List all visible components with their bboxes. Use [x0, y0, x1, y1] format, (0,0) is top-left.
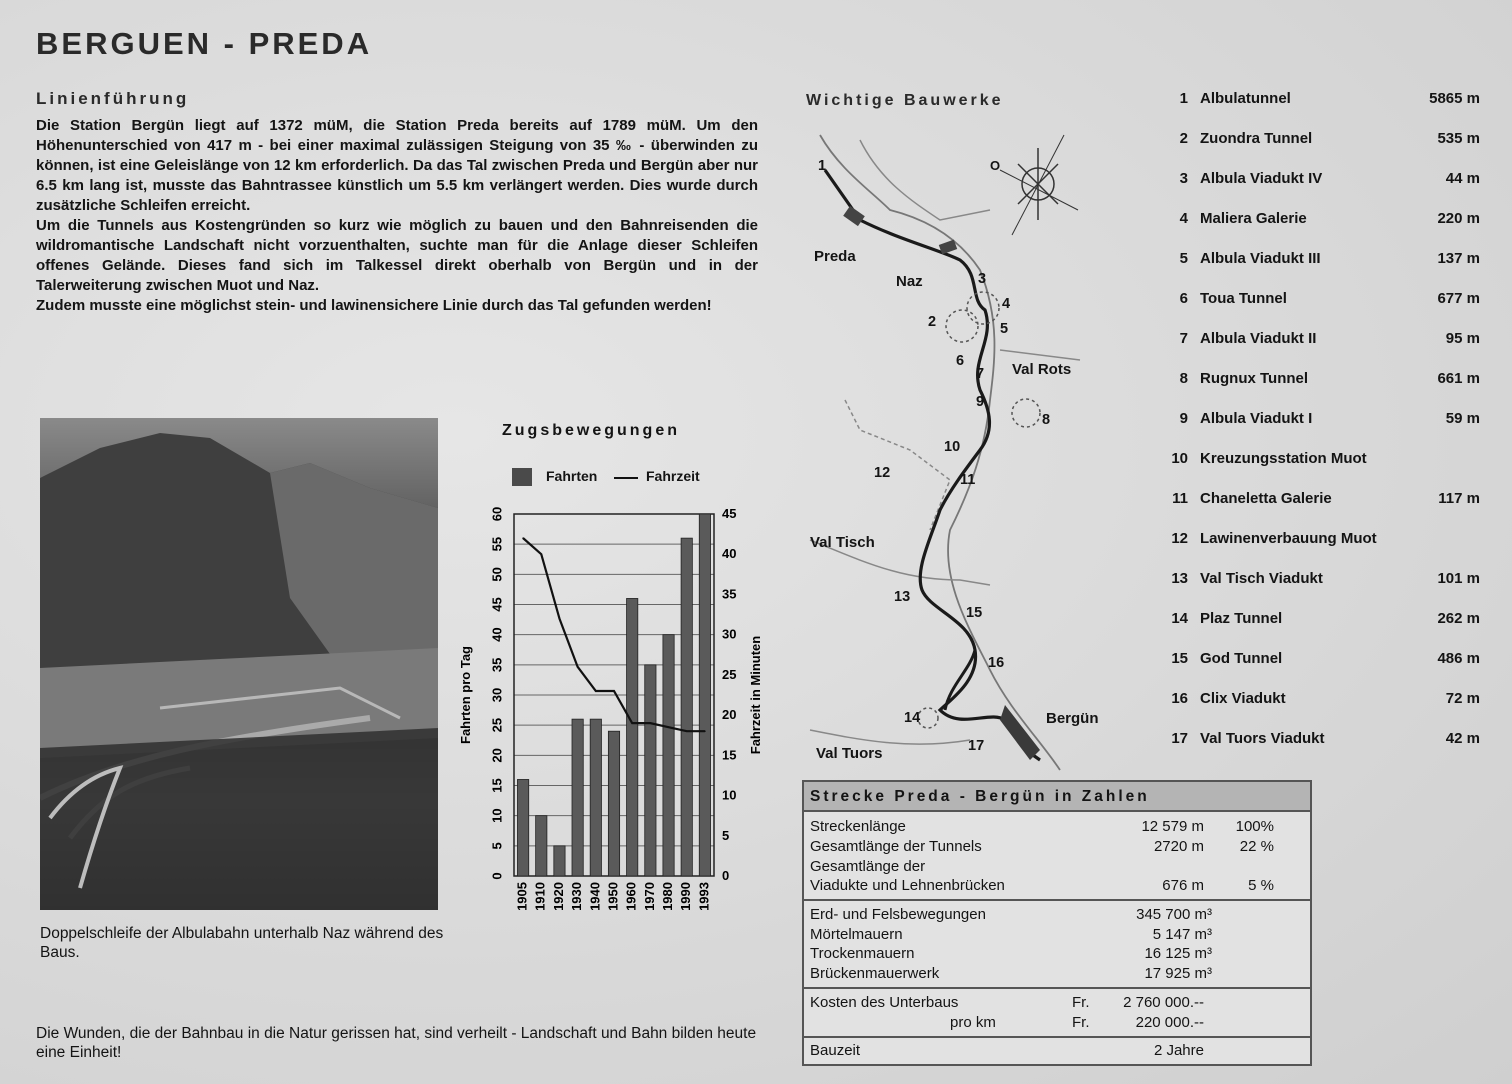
- structure-number: 8: [1179, 370, 1188, 387]
- structure-row: [1158, 730, 1488, 750]
- stats-value: 16 125 m³: [1144, 945, 1212, 962]
- stats-value: 12 579 m: [1141, 818, 1204, 835]
- structure-name: Val Tuors Viadukt: [1200, 730, 1325, 747]
- x-tick-label: 1930: [569, 882, 585, 911]
- stats-label: Streckenlänge: [810, 818, 906, 835]
- structure-name: Albula Viadukt III: [1200, 250, 1321, 267]
- cost-currency: Fr.: [1072, 994, 1090, 1011]
- bar-1980: [663, 635, 674, 876]
- structure-name: Chaneletta Galerie: [1200, 490, 1332, 507]
- structure-number: 6: [1179, 290, 1188, 307]
- y2-tick-label: 5: [722, 827, 730, 843]
- x-tick-label: 1920: [550, 882, 566, 911]
- structure-row: [1158, 410, 1488, 430]
- fahrzeit-point-1910: [540, 553, 542, 555]
- structure-number: 11: [1172, 490, 1188, 507]
- map-marker: 5: [1000, 321, 1009, 337]
- map-marker: 9: [976, 394, 985, 410]
- structure-row: [1158, 570, 1488, 590]
- structure-row: [1158, 490, 1488, 510]
- structure-name: Clix Viadukt: [1200, 690, 1286, 707]
- structure-row: [1158, 370, 1488, 390]
- stats-percent: 100%: [1235, 818, 1274, 835]
- fahrzeit-point-1920: [559, 618, 561, 620]
- y2-tick-label: 10: [722, 787, 737, 803]
- y-tick-label: 40: [489, 627, 505, 642]
- structure-name: Lawinenverbauung Muot: [1200, 530, 1377, 547]
- route-description: [36, 116, 758, 316]
- legend-swatch-bar: [512, 468, 532, 486]
- y-tick-label: 35: [489, 657, 505, 673]
- y2-tick-label: 20: [722, 707, 737, 723]
- x-tick-label: 1980: [659, 882, 675, 911]
- stats-label: Trockenmauern: [810, 945, 915, 962]
- structure-row: [1158, 450, 1488, 470]
- stats-divider: [804, 987, 1310, 989]
- stats-divider: [804, 899, 1310, 901]
- y2-tick-label: 45: [722, 506, 737, 521]
- stats-value: 345 700 m³: [1136, 906, 1212, 923]
- y-tick-label: 10: [489, 808, 505, 823]
- cost-value-per-km: 220 000.--: [1135, 1014, 1204, 1031]
- map-place-bergun: Bergün: [1046, 710, 1099, 727]
- y-tick-label: 15: [489, 778, 505, 793]
- y2-tick-label: 15: [722, 747, 737, 763]
- structure-number: 16: [1171, 690, 1188, 707]
- x-tick-label: 1990: [678, 882, 694, 911]
- fahrzeit-point-1950: [613, 690, 615, 692]
- x-tick-label: 1910: [532, 882, 548, 911]
- structure-length: 262 m: [1437, 610, 1480, 627]
- structure-row: [1158, 530, 1488, 550]
- map-place-val-rots: Val Rots: [1012, 361, 1072, 378]
- y2-tick-label: 40: [722, 546, 737, 562]
- structure-name: Albulatunnel: [1200, 90, 1291, 107]
- stats-label: Mörtelmauern: [810, 926, 903, 943]
- stats-value: 676 m: [1162, 877, 1204, 894]
- legend-label-bar: Fahrten: [546, 468, 598, 484]
- map-marker: 7: [976, 366, 985, 382]
- structure-length: 5865 m: [1429, 90, 1480, 107]
- y-axis-label: Fahrten pro Tag: [458, 646, 473, 744]
- stats-label: Viadukte und Lehnenbrücken: [810, 877, 1005, 894]
- map-marker: 10: [944, 439, 961, 455]
- chart-title: Zugsbewegungen: [502, 422, 680, 439]
- structure-number: 15: [1171, 650, 1188, 667]
- structure-number: 5: [1179, 250, 1188, 267]
- x-tick-label: 1960: [623, 882, 639, 911]
- map-marker: 4: [1002, 296, 1011, 312]
- structure-number: 13: [1171, 570, 1188, 587]
- structure-name: Plaz Tunnel: [1200, 610, 1283, 627]
- structure-length: 95 m: [1445, 330, 1480, 347]
- structure-number: 10: [1171, 450, 1188, 467]
- y-tick-label: 25: [489, 717, 505, 733]
- historic-photo: [40, 418, 438, 910]
- structure-length: 137 m: [1437, 250, 1480, 267]
- structure-number: 4: [1179, 210, 1188, 227]
- structure-length: 535 m: [1437, 130, 1480, 147]
- y-tick-label: 5: [489, 842, 505, 850]
- structure-row: [1158, 690, 1488, 710]
- fahrzeit-point-1980: [668, 726, 670, 728]
- y2-tick-label: 0: [722, 868, 730, 883]
- structure-row: [1158, 170, 1488, 190]
- y2-axis-label: Fahrzeit in Minuten: [748, 635, 763, 755]
- map-marker: 13: [894, 589, 911, 605]
- structure-name: Albula Viadukt I: [1200, 410, 1313, 427]
- x-tick-label: 1950: [605, 882, 621, 911]
- page-title: BERGUEN - PREDA: [36, 26, 373, 61]
- cost-label: Kosten des Unterbaus: [810, 994, 959, 1011]
- route-heading: Linienführung: [36, 89, 190, 108]
- bar-1940: [590, 719, 601, 876]
- bar-1993: [699, 514, 710, 876]
- x-tick-label: 1993: [696, 882, 712, 911]
- stats-divider: [804, 1036, 1310, 1038]
- y-tick-label: 50: [489, 567, 505, 582]
- bar-1960: [627, 598, 638, 876]
- map-marker: 17: [968, 738, 985, 754]
- structure-number: 9: [1179, 410, 1188, 427]
- fahrzeit-point-1993: [704, 730, 706, 732]
- map-marker: 16: [988, 655, 1005, 671]
- structure-number: 3: [1179, 170, 1188, 187]
- structure-row: [1158, 610, 1488, 630]
- fahrzeit-point-1905: [522, 537, 524, 539]
- structure-number: 1: [1179, 90, 1188, 107]
- stats-percent: 5 %: [1248, 877, 1274, 894]
- stats-label: Erd- und Felsbewegungen: [810, 906, 986, 923]
- structure-row: [1158, 210, 1488, 230]
- cost-value: 2 760 000.--: [1123, 994, 1204, 1011]
- structure-name: Toua Tunnel: [1200, 290, 1287, 307]
- structure-name: Kreuzungsstation Muot: [1200, 450, 1367, 467]
- x-tick-label: 1940: [587, 882, 603, 911]
- structure-name: Maliera Galerie: [1200, 210, 1307, 227]
- structure-row: [1158, 250, 1488, 270]
- y-tick-label: 20: [489, 748, 505, 763]
- legend-swatch-line: [614, 477, 638, 479]
- map-place-val-tisch: Val Tisch: [810, 534, 875, 551]
- structure-number: 2: [1179, 130, 1188, 147]
- bauzeit-value: 2 Jahre: [1153, 1042, 1204, 1059]
- y2-tick-label: 35: [722, 586, 737, 602]
- map-marker: 8: [1042, 412, 1051, 428]
- stats-label: Gesamtlänge der: [810, 858, 926, 875]
- y2-tick-label: 25: [722, 666, 737, 682]
- structure-number: 14: [1171, 610, 1188, 627]
- structure-length: 117 m: [1438, 490, 1480, 507]
- structure-number: 17: [1171, 730, 1188, 747]
- stats-value: 17 925 m³: [1144, 965, 1212, 982]
- bar-1990: [681, 538, 692, 876]
- photo-caption: Doppelschleife der Albulabahn unterhalb Naz während des Baus.: [40, 925, 444, 961]
- bar-1910: [536, 816, 547, 876]
- structure-name: Zuondra Tunnel: [1200, 130, 1313, 147]
- fahrzeit-point-1970: [650, 722, 652, 724]
- map-marker: 12: [874, 465, 891, 481]
- stats-value: 5 147 m³: [1152, 926, 1212, 943]
- y-tick-label: 55: [489, 536, 505, 552]
- map-marker: 1: [818, 158, 827, 174]
- structure-row: [1158, 650, 1488, 670]
- structure-length: 44 m: [1445, 170, 1480, 187]
- map-heading: Wichtige Bauwerke: [806, 92, 1004, 109]
- route-paragraph: Um die Tunnels aus Kostengründen so kurz wie möglich zu bauen und den Bahnreisenden die wildromantische Landschaft nicht vorzuenthalten, suchte man für die Anlage dieser Schleifen offenes Gelände. Dieses fand sich im Talkessel direkt oberhalb von Bergün und in der Talerweiterung zwischen Muot und Naz.: [36, 217, 758, 294]
- y2-tick-label: 30: [722, 626, 737, 642]
- structure-length: 42 m: [1445, 730, 1480, 747]
- route-paragraph: Die Station Bergün liegt auf 1372 müM, die Station Preda bereits auf 1789 müM. Um den Höhenunterschied von 417 m - bei einer maximal zulässigen Steigung von 35 ‰ - überwinden zu können, ist eine Geleislänge von 12 km erforderlich. Da das Tal zwischen Preda und Bergün aber nur 6.5 km lang ist, musste das Bahntrassee künstlich um 5.5 km verlängert werden. Dies wurde durch zusätzliche Schleifen erreicht.: [36, 117, 758, 214]
- route-paragraph: Zudem musste eine möglichst stein- und lawinensichere Linie durch das Tal gefunden werden!: [36, 297, 712, 314]
- y-tick-label: 0: [489, 872, 505, 880]
- map-place-preda: Preda: [814, 248, 856, 265]
- structure-row: [1158, 90, 1488, 110]
- structure-length: 677 m: [1437, 290, 1480, 307]
- structure-length: 101 m: [1437, 570, 1480, 587]
- structure-name: Albula Viadukt II: [1200, 330, 1317, 347]
- map-marker: 6: [956, 353, 965, 369]
- stats-table: [802, 780, 1312, 1066]
- stats-heading: Strecke Preda - Bergün in Zahlen: [804, 782, 1310, 812]
- structure-length: 59 m: [1445, 410, 1480, 427]
- structure-number: 12: [1171, 530, 1188, 547]
- fahrzeit-point-1990: [686, 730, 688, 732]
- bar-1905: [517, 779, 528, 876]
- x-tick-label: 1905: [514, 882, 530, 911]
- structure-length: 661 m: [1437, 370, 1480, 387]
- structure-length: 220 m: [1437, 210, 1480, 227]
- fahrzeit-point-1960: [631, 722, 633, 724]
- bar-1930: [572, 719, 583, 876]
- chart-svg: [450, 500, 790, 930]
- fahrzeit-point-1930: [577, 666, 579, 668]
- bauzeit-label: Bauzeit: [810, 1042, 861, 1059]
- stats-label: Brückenmauerwerk: [810, 965, 940, 982]
- y-tick-label: 45: [489, 597, 505, 612]
- x-tick-label: 1970: [641, 882, 657, 911]
- bar-1970: [645, 665, 656, 876]
- structure-name: God Tunnel: [1200, 650, 1283, 667]
- map-marker: 3: [978, 271, 987, 287]
- map-marker: 15: [966, 605, 983, 621]
- closing-text: Die Wunden, die der Bahnbau in die Natur gerissen hat, sind verheilt - Landschaft und Bahn bilden heute eine Einheit!: [36, 1025, 757, 1061]
- stats-value: 2720 m: [1153, 838, 1204, 855]
- stats-percent: 22 %: [1239, 838, 1274, 855]
- map-marker: 11: [960, 472, 976, 488]
- stats-label: Gesamtlänge der Tunnels: [810, 838, 982, 855]
- structure-length: 486 m: [1437, 650, 1480, 667]
- structure-row: [1158, 330, 1488, 350]
- fahrzeit-point-1940: [595, 690, 597, 692]
- map-place-val-tuors: Val Tuors: [816, 745, 883, 762]
- structure-name: Albula Viadukt IV: [1200, 170, 1323, 187]
- structure-number: 7: [1179, 330, 1188, 347]
- map-marker: 2: [928, 314, 937, 330]
- compass-icon: [1000, 135, 1078, 235]
- structure-length: 72 m: [1445, 690, 1480, 707]
- y-tick-label: 60: [489, 506, 505, 522]
- y-tick-label: 30: [489, 687, 505, 703]
- map-marker: 14: [904, 710, 921, 726]
- bar-1950: [608, 731, 619, 876]
- compass-letter: O: [990, 158, 1001, 173]
- structure-row: [1158, 290, 1488, 310]
- legend-label-line: Fahrzeit: [646, 468, 700, 484]
- structure-name: Rugnux Tunnel: [1200, 370, 1309, 387]
- structure-name: Val Tisch Viadukt: [1200, 570, 1323, 587]
- cost-currency: Fr.: [1072, 1014, 1090, 1031]
- map-place-naz: Naz: [896, 273, 923, 290]
- cost-per-km-label: pro km: [950, 1014, 996, 1031]
- bar-1920: [554, 846, 565, 876]
- structure-row: [1158, 130, 1488, 150]
